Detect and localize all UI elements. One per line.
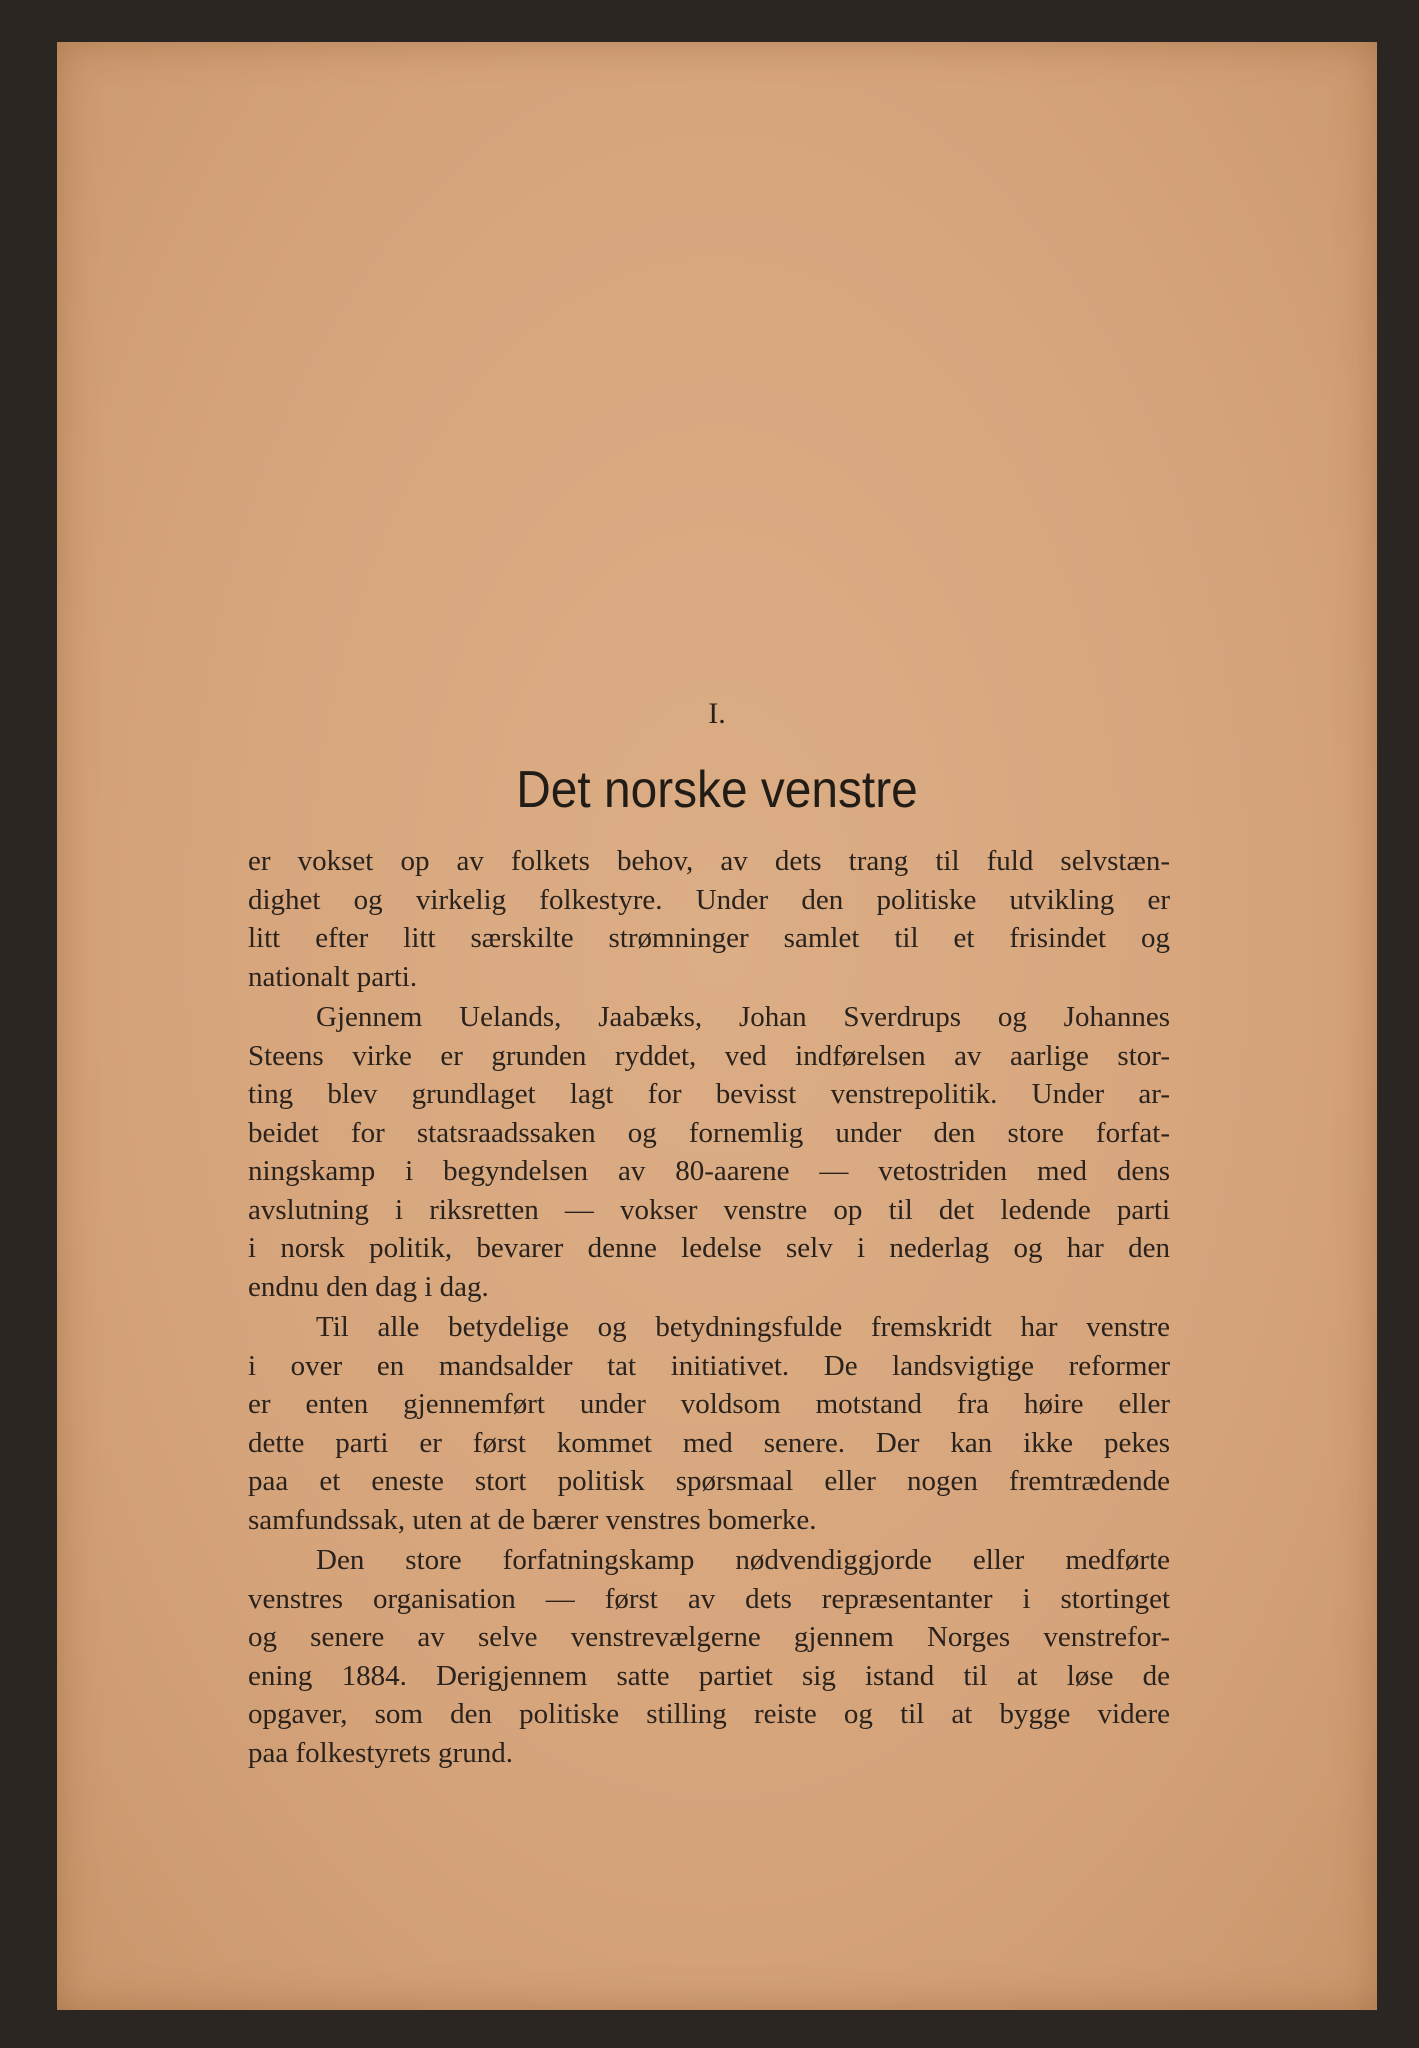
text-line: ening 1884. Derigjennem satte partiet sig istand til at løse de: [248, 1659, 1170, 1692]
text-line: venstres organisation — først av dets repræsentanter i stortinget: [248, 1582, 1170, 1615]
text-line: ningskamp i begyndelsen av 80-aarene — vetostriden med dens: [248, 1155, 1170, 1187]
text-line: Steens virke er grunden ryddet, ved indførelsen av aarlige stor-: [248, 1039, 1170, 1072]
text-line: Gjennem Uelands, Jaabæks, Johan Sverdrups og Johannes: [316, 1001, 1170, 1033]
text-line: litt efter litt særskilte strømninger samlet til et frisindet og: [248, 922, 1170, 954]
text-line: paa folkestyrets grund.: [248, 1736, 513, 1769]
chapter-numeral: I.: [708, 697, 726, 730]
paragraph: [248, 842, 1170, 996]
text-line: er vokset op av folkets behov, av dets trang til fuld selvstæn-: [248, 845, 1170, 877]
text-line: opgaver, som den politiske stilling reiste og til at bygge videre: [248, 1698, 1170, 1730]
text-line: og senere av selve venstrevælgerne gjennem Norges venstrefor-: [248, 1621, 1170, 1653]
text-line: Den store forfatningskamp nødvendiggjorde eller medførte: [316, 1544, 1170, 1576]
text-line: nationalt parti.: [248, 960, 418, 993]
body-text: [248, 842, 1170, 1774]
text-line: Til alle betydelige og betydningsfulde fremskridt har venstre: [316, 1311, 1170, 1343]
text-line: samfundssak, uten at de bærer venstres bomerke.: [248, 1503, 817, 1536]
text-line: beidet for statsraadssaken og fornemlig under den store forfat-: [248, 1116, 1170, 1149]
text-line: paa et eneste stort politisk spørsmaal eller nogen fremtrædende: [248, 1465, 1170, 1497]
text-line: endnu den dag i dag.: [248, 1270, 489, 1303]
text-line: avslutning i riksretten — vokser venstre op til det ledende parti: [248, 1193, 1170, 1226]
paragraph: [248, 1308, 1170, 1539]
text-line: i over en mandsalder tat initiativet. De landsvigtige reformer: [248, 1349, 1170, 1382]
paragraph: [248, 1541, 1170, 1772]
text-line: ting blev grundlaget lagt for bevisst venstrepolitik. Under ar-: [248, 1078, 1170, 1110]
paragraph: [248, 998, 1170, 1306]
text-line: i norsk politik, bevarer denne ledelse selv i nederlag og har den: [248, 1232, 1170, 1264]
document-page: [57, 42, 1377, 2010]
text-line: er enten gjennemført under voldsom motstand fra høire eller: [248, 1388, 1170, 1420]
text-line: dighet og virkelig folkestyre. Under den politiske utvikling er: [248, 883, 1170, 916]
text-line: dette parti er først kommet med senere. Der kan ikke pekes: [248, 1426, 1170, 1459]
chapter-title: Det norske venstre: [516, 761, 918, 819]
